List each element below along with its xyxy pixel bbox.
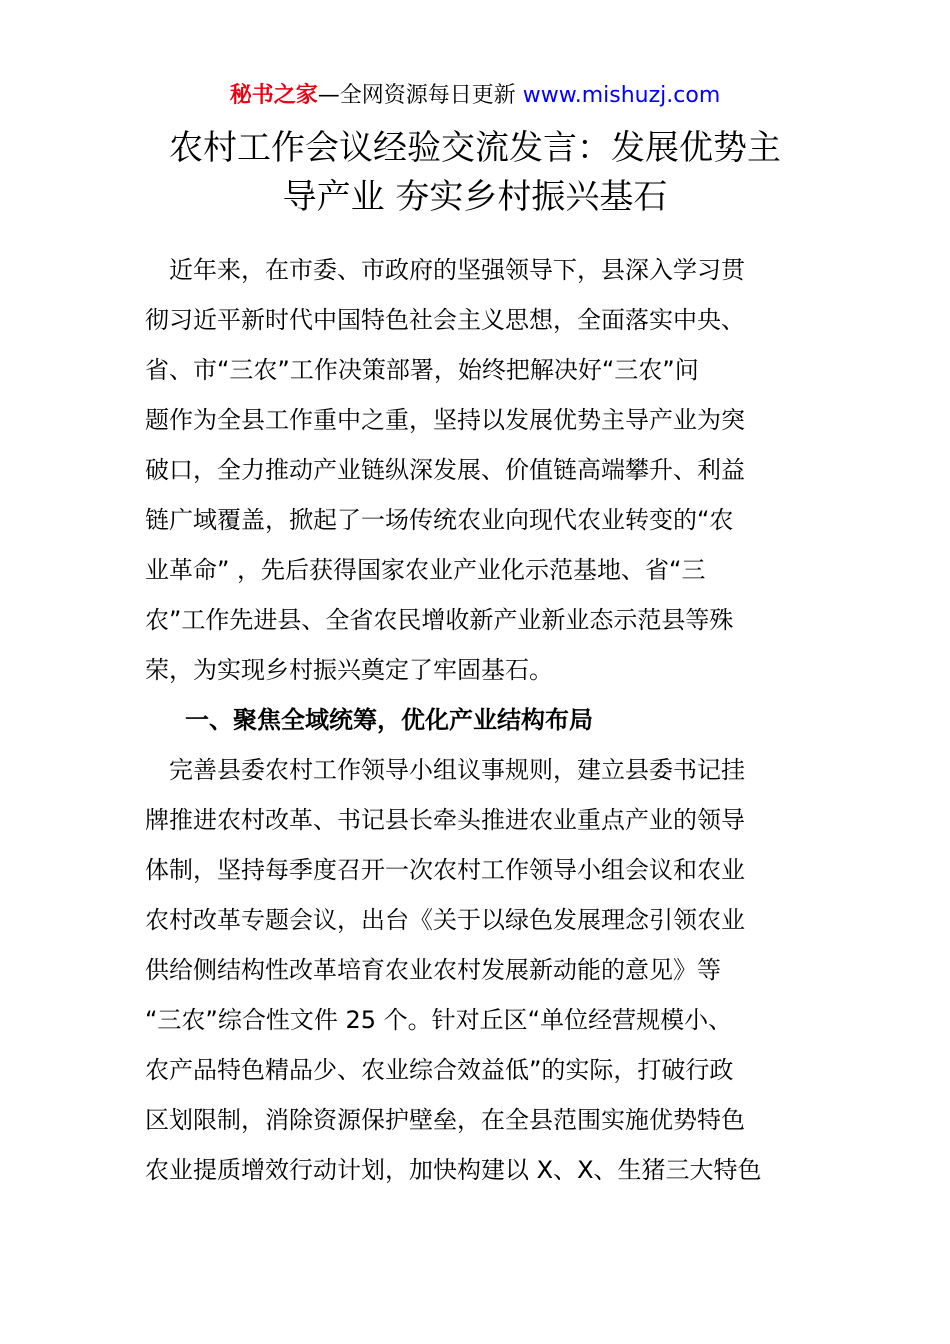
paragraph-line: 破口，全力推动产业链纵深发展、价值链高端攀升、利益 <box>145 456 745 484</box>
paragraph-line: 完善县委农村工作领导小组议事规则，建立县委书记挂 <box>145 756 745 784</box>
site-tagline: —全网资源每日更新 <box>317 83 523 108</box>
paragraph-line: 牌推进农村改革、书记县长牵头推进农业重点产业的领导 <box>145 806 745 834</box>
document-title <box>130 124 820 222</box>
paragraph-line: 农村改革专题会议，出台《关于以绿色发展理念引领农业 <box>145 906 745 934</box>
paragraph-line: 供给侧结构性改革培育农业农村发展新动能的意见》等 <box>145 956 721 984</box>
paragraph-line: “三农”综合性文件 25 个。针对丘区“单位经营规模小、 <box>145 1006 733 1034</box>
paragraph-line: 彻习近平新时代中国特色社会主义思想，全面落实中央、 <box>145 306 745 334</box>
intro-paragraph <box>145 245 810 695</box>
title-line: 农村工作会议经验交流发言：发展优势主 <box>169 128 781 168</box>
paragraph-line: 农业提质增效行动计划，加快构建以 X、X、生猪三大特色 <box>145 1156 762 1184</box>
paragraph-line: 荣，为实现乡村振兴奠定了牢固基石。 <box>145 656 553 684</box>
paragraph-line: 体制，坚持每季度召开一次农村工作领导小组会议和农业 <box>145 856 745 884</box>
section-heading: 一、聚焦全域统筹，优化产业结构布局 <box>185 706 593 734</box>
section-paragraph <box>145 745 810 1195</box>
document-body <box>145 245 810 1195</box>
paragraph-line: 农”工作先进县、全省农民增收新产业新业态示范县等殊 <box>145 606 734 634</box>
site-name: 秘书之家 <box>229 83 318 108</box>
paragraph-line: 业革命” ，先后获得国家农业产业化示范基地、省“三 <box>145 556 706 584</box>
title-line: 导产业 夯实乡村振兴基石 <box>282 177 668 217</box>
paragraph-line: 省、市“三农”工作决策部署，始终把解决好“三农”问 <box>145 356 699 384</box>
paragraph-line: 题作为全县工作重中之重，坚持以发展优势主导产业为突 <box>145 406 745 434</box>
paragraph-line: 区划限制，消除资源保护壁垒，在全县范围实施优势特色 <box>145 1106 745 1134</box>
paragraph-line: 链广域覆盖，掀起了一场传统农业向现代农业转变的“农 <box>145 506 734 534</box>
paragraph-line: 农产品特色精品少、农业综合效益低”的实际，打破行政 <box>145 1056 734 1084</box>
site-header <box>0 80 950 112</box>
site-url-link[interactable]: www.mishuzj.com <box>522 83 721 108</box>
paragraph-line: 近年来，在市委、市政府的坚强领导下，县深入学习贯 <box>145 256 745 284</box>
